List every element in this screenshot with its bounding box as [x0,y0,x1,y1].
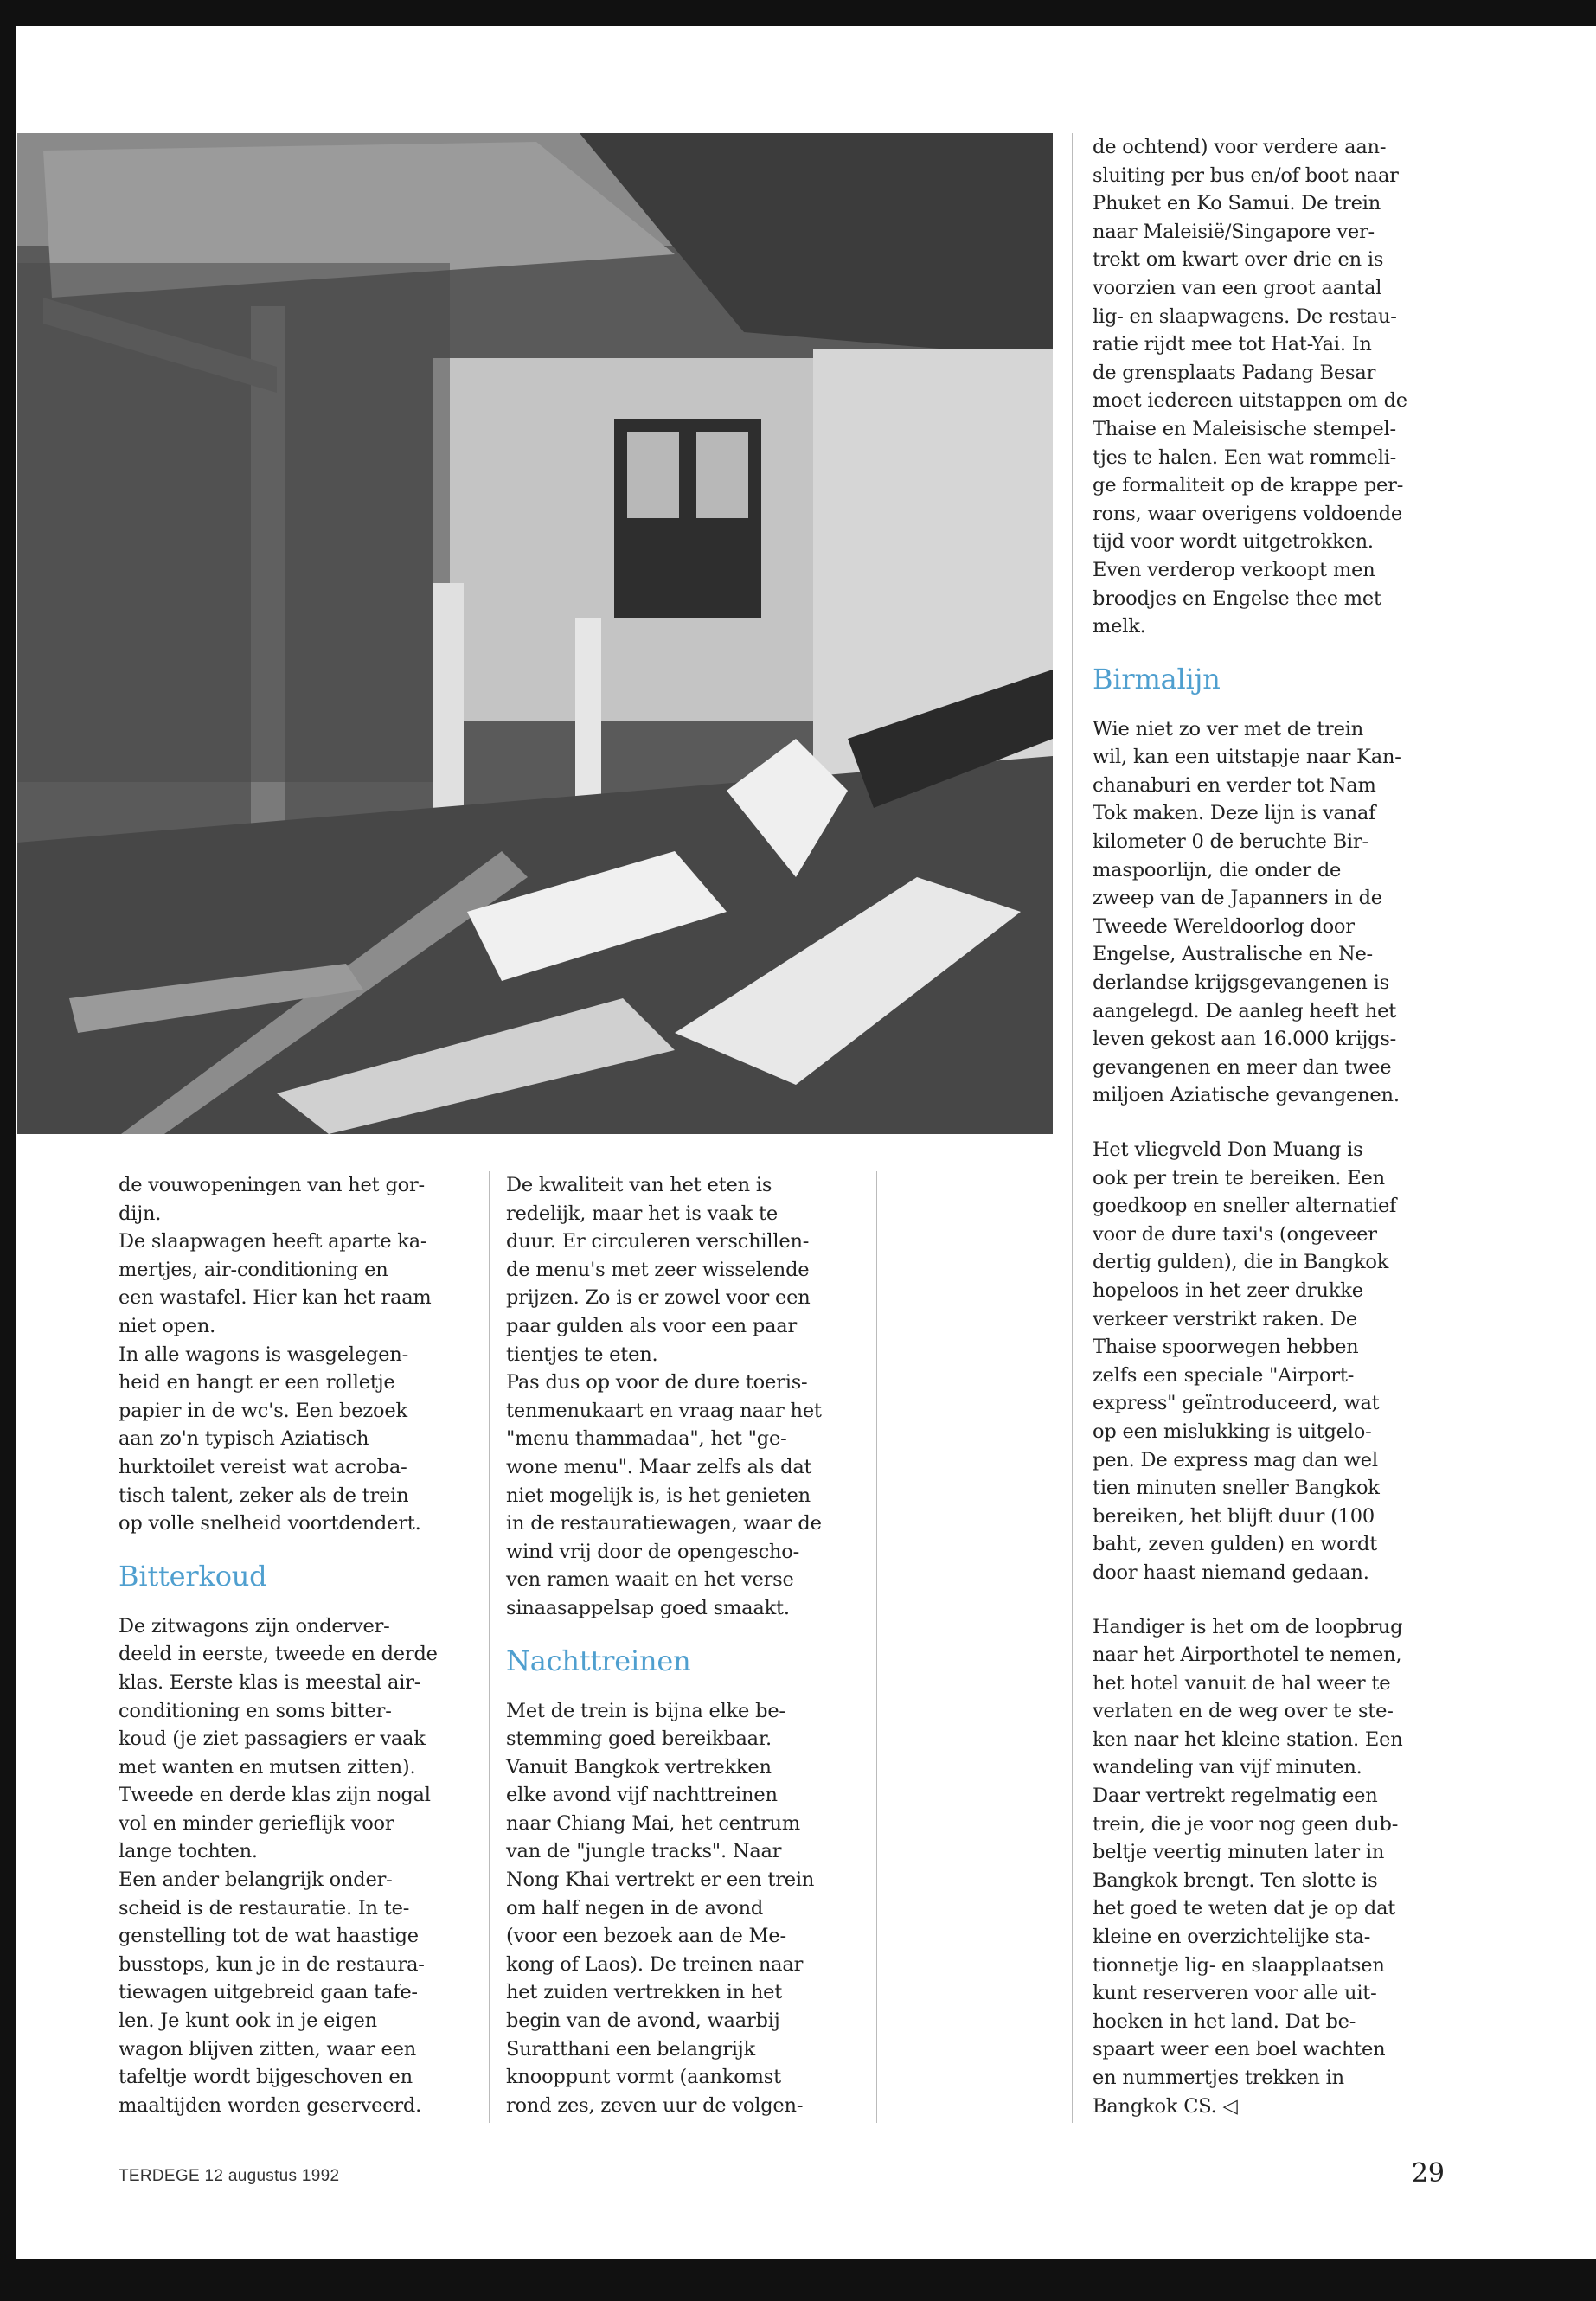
right-column [1093,133,1447,2120]
middle-column [506,1171,852,2119]
magazine-footer: TERDEGE 12 augustus 1992 [119,2167,340,2185]
photo-icon [17,133,1053,1134]
scan-border-top [0,0,1596,26]
paragraph: de vouwopeningen van het gor- dijn. De slaapwagen heeft aparte ka- mertjes, air-conditioning en een wastafel. Hier kan het raam niet open. In alle wagons is wasgelegen- heid en hangt er een rolletje papier in de wc's. Een bezoek aan zo'n typisch Aziatisch hurktoilet vereist wat acroba- tisch talent, zeker als de trein op volle snelheid voortdendert. [119,1174,432,1535]
left-column [119,1171,465,2119]
paragraph: De zitwagons zijn onderver- deeld in eerste, tweede en derde klas. Eerste klas is meestal air- conditioning en soms bitter- koud (je ziet passagiers er vaak met wanten en mutsen zitten). Tweede en derde klas zijn nogal vol en minder gerieflijk voor lange tochten. Een ander belangrijk onder- scheid is de restauratie. In te- genstelling tot de wat haastige busstops, kun je in de restaura- tiewagen uitgebreid gaan tafe- len. Je kunt ook in je eigen wagon blijven zitten, waar een tafeltje wordt bijgeschoven en maaltijden worden geserveerd. [119,1614,438,2117]
paragraph: De kwaliteit van het eten is redelijk, maar het is vaak te duur. Er circuleren verschillen- de menu's met zeer wisselende prijzen. Zo is er zowel voor een paar gulden als voor een paar tientjes te eten. Pas dus op voor de dure toeris- tenmenukaart en vraag naar het "menu thammadaa", het "ge- wone menu". Maar zelfs als dat niet mogelijk is, is het genieten in de restauratiewagen, waar de wind vrij door de opengescho- ven ramen waait en het verse sinaasappelsap goed smaakt. [506,1174,822,1619]
paragraph: Wie niet zo ver met de trein wil, kan een uitstapje naar Kan- chanaburi en verder tot Nam Tok maken. Deze lijn is vanaf kilometer 0 de beruchte Bir- maspoorlijn, die onder de zweep van de Japanners in de Tweede Wereldoorlog door Engelse, Australische en Ne- derlandse krijgsgevangenen is aangelegd. De aanleg heeft het leven gekost aan 16.000 krijgs- gevangenen en meer dan twee miljoen Aziatische gevangenen. [1093,717,1401,1107]
paragraph: Het vliegveld Don Muang is ook per trein te bereiken. Een goedkoop en sneller alternatief voor de dure taxi's (ongeveer dertig gulden), die in Bangkok hopeloos in het zeer drukke verkeer verstrikt raken. De Thaise spoorwegen hebben zelfs een speciale "Airport- express" geïntroduceerd, wat op een mislukking is uitgelo- pen. De express mag dan wel tien minuten sneller Bangkok bereiken, het blijft duur (100 baht, zeven gulden) en wordt door haast niemand gedaan. [1093,1138,1397,1584]
section-heading: Nachttreinen [506,1644,691,1677]
paragraph: Met de trein is bijna elke be- stemming goed bereikbaar. Vanuit Bangkok vertrekken elke avond vijf nachttreinen naar Chiang Mai, het centrum van de "jungle tracks". Naar Nong Khai vertrekt er een trein om half negen in de avond (voor een bezoek aan de Me- kong of Laos). De treinen naar het zuiden vertrekken in het begin van de avond, waarbij Suratthani een belangrijk knooppunt vormt (aankomst rond zes, zeven uur de volgen- [506,1699,815,2117]
column-rule [489,1171,490,2123]
section-heading: Birmalijn [1093,662,1221,695]
scan-border-left [0,0,16,2301]
section-heading: Bitterkoud [119,1559,267,1593]
column-rule [1072,133,1073,2123]
page-number: 29 [1411,2158,1445,2189]
paragraph: Handiger is het om de loopbrug naar het Airporthotel te nemen, het hotel vanuit de hal weer te verlaten en de weg over te ste- ken naar het kleine station. Een wandeling van vijf minuten. Daar vertrekt regelmatig een trein, die je voor nog geen dub- beltje veertig minuten later in Bangkok brengt. Ten slotte is het goed te weten dat je op dat kleine en overzichtelijke sta- tionnetje lig- en slaapplaatsen kunt reserveren voor alle uit- hoeken in het land. Dat be- spaart weer een boel wachten en nummertjes trekken in Bangkok CS. ◁ [1093,1615,1403,2118]
column-rule [876,1171,877,2123]
scan-border-bottom [0,2259,1596,2301]
station-ruins-photo [17,133,1053,1134]
paragraph: de ochtend) voor verdere aan- sluiting per bus en/of boot naar Phuket en Ko Samui. De trein naar Maleisië/Singapore ver- trekt om kwart over drie en is voorzien van een groot aantal lig- en slaapwagens. De restau- ratie rijdt mee tot Hat-Yai. In de grensplaats Padang Besar moet iedereen uitstappen om de Thaise en Maleisische stempel- tjes te halen. Een wat rommeli- ge formaliteit op de krappe per- rons, waar overigens voldoende tijd voor wordt uitgetrokken. Even verderop verkoopt men broodjes en Engelse thee met melk. [1093,136,1407,638]
